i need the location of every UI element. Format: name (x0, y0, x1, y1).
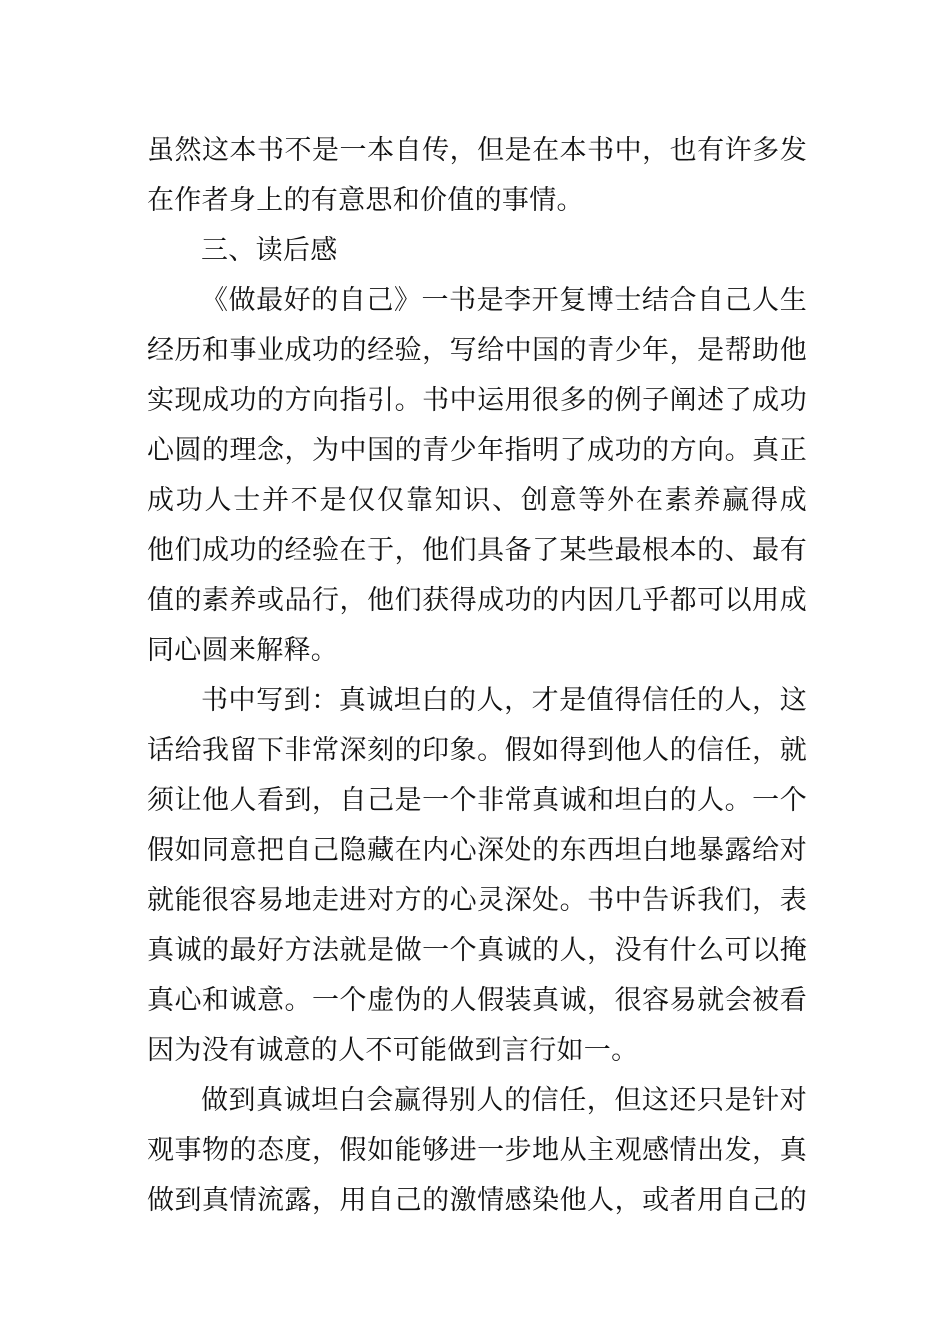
text-line: 心圆的理念，为中国的青少年指明了成功的方向。真正 (147, 435, 807, 466)
text-line: 话给我留下非常深刻的印象。假如得到他人的信任，就 (147, 735, 807, 766)
text-line: 虽然这本书不是一本自传，但是在本书中，也有许多发 (147, 135, 807, 166)
text-line: 须让他人看到，自己是一个非常真诚和坦白的人。一个 (147, 785, 807, 816)
section-heading: 三、读后感 (201, 235, 338, 266)
text-line: 观事物的态度，假如能够进一步地从主观感情出发，真 (147, 1135, 807, 1166)
text-line: 他们成功的经验在于，他们具备了某些最根本的、最有 (147, 535, 807, 566)
text-line: 实现成功的方向指引。书中运用很多的例子阐述了成功 (147, 385, 807, 416)
text-line: 因为没有诚意的人不可能做到言行如一。 (147, 1035, 639, 1066)
text-line: 值的素养或品行，他们获得成功的内因几乎都可以用成 (147, 585, 807, 616)
text-line: 在作者身上的有意思和价值的事情。 (147, 185, 584, 216)
text-line: 成功人士并不是仅仅靠知识、创意等外在素养赢得成 (147, 485, 807, 516)
text-line: 书中写到：真诚坦白的人，才是值得信任的人，这 (201, 685, 807, 716)
text-line: 经历和事业成功的经验，写给中国的青少年，是帮助他 (147, 335, 807, 366)
text-line: 就能很容易地走进对方的心灵深处。书中告诉我们，表 (147, 885, 807, 916)
text-line: 真诚的最好方法就是做一个真诚的人，没有什么可以掩 (147, 935, 807, 966)
text-line: 做到真情流露，用自己的激情感染他人，或者用自己的 (147, 1185, 807, 1216)
body-text (147, 126, 807, 1226)
text-line: 真心和诚意。一个虚伪的人假装真诚，很容易就会被看 (147, 985, 807, 1016)
text-line: 假如同意把自己隐藏在内心深处的东西坦白地暴露给对 (147, 835, 807, 866)
text-line: 《做最好的自己》一书是李开复博士结合自己人生 (201, 285, 807, 316)
text-line: 做到真诚坦白会赢得别人的信任，但这还只是针对 (201, 1085, 807, 1116)
text-line: 同心圆来解释。 (147, 635, 339, 666)
